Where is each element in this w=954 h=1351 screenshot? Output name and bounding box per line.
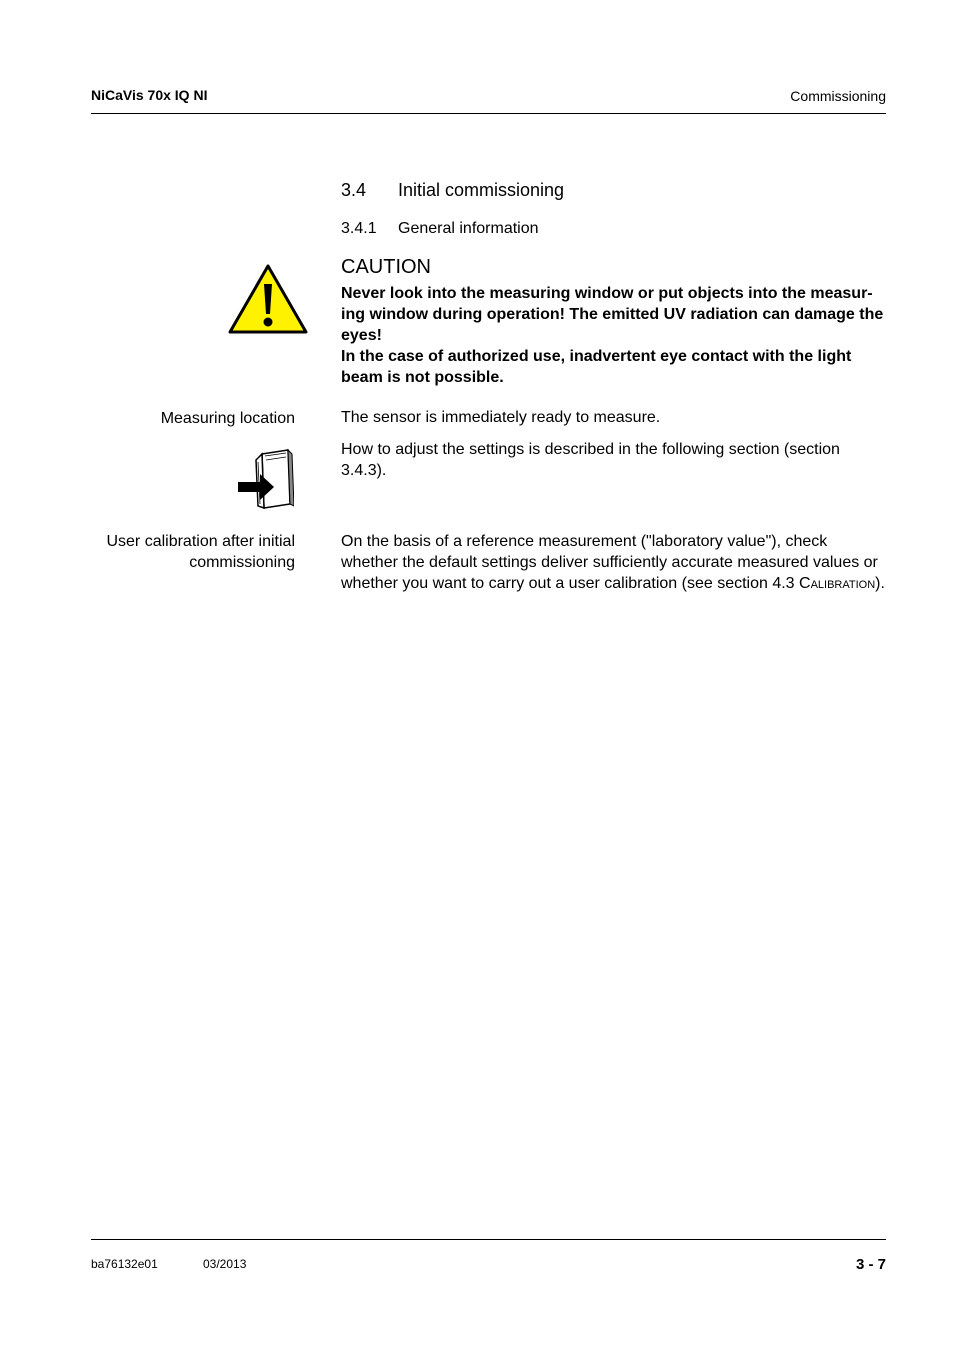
header-rule	[91, 113, 886, 114]
section-heading	[341, 180, 564, 201]
footer-doc-id: ba76132e01	[91, 1257, 158, 1271]
user-calibration-label-line-1: User calibration after initial	[106, 533, 295, 550]
section-number: 3.4	[341, 180, 367, 200]
measuring-location-label: Measuring location	[160, 410, 295, 427]
caution-line-2: In the case of authorized use, inadvertent eye contact with the light beam is not possible.	[341, 348, 852, 386]
user-calibration-text-main: On the basis of a reference measurement ("laboratory value"), check whether the default settings deliver sufficiently accurate measured values or whether you want to carry out a user calibration (see section 4.3	[341, 533, 878, 592]
warning-triangle-icon	[228, 264, 308, 334]
caution-text	[341, 283, 887, 388]
subsection-heading	[341, 220, 539, 238]
section-title: Initial commissioning	[398, 180, 565, 200]
footer-page-number: 3 - 7	[855, 1256, 886, 1273]
book-reference-icon	[238, 448, 294, 510]
user-calibration-text-end: ).	[875, 575, 885, 592]
measuring-location-text-2: How to adjust the settings is described in the following section (section 3.4.3).	[341, 441, 840, 479]
subsection-number: 3.4.1	[341, 220, 377, 237]
user-calibration-label-line-2: commissioning	[189, 554, 295, 571]
footer-date: 03/2013	[203, 1257, 247, 1271]
user-calibration-text	[341, 531, 887, 594]
footer-rule	[91, 1239, 886, 1240]
measuring-location-text-1: The sensor is immediately ready to measure.	[341, 409, 661, 426]
caution-line-1: Never look into the measuring window or put objects into the measur-ing window during operation! The emitted UV radiation can damage the eyes!	[341, 285, 884, 344]
caution-title: CAUTION	[341, 256, 431, 278]
header-product-name: NiCaVis 70x IQ NI	[91, 87, 208, 103]
calibration-reference: Calibration	[799, 575, 876, 592]
header-chapter-title: Commissioning	[790, 88, 886, 104]
user-calibration-label	[106, 531, 295, 573]
subsection-title: General information	[398, 220, 539, 237]
